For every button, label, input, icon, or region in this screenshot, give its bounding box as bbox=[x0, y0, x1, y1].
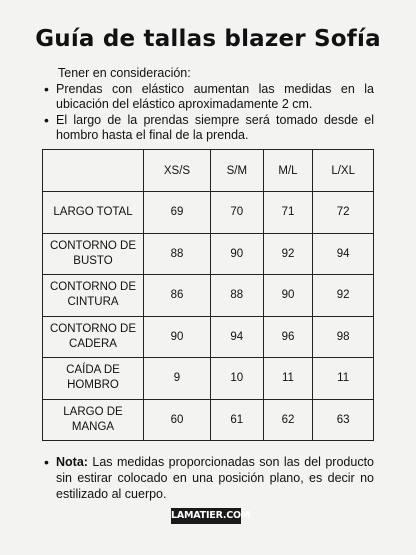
intro-list bbox=[44, 82, 374, 144]
table-cell: 62 bbox=[263, 399, 313, 441]
intro-bullet-length: • El largo de la prendas siempre será tomado desde el hombro hasta el final de la prenda. bbox=[44, 113, 374, 144]
row-label: LARGO TOTAL bbox=[43, 192, 144, 234]
header-empty-cell bbox=[43, 150, 144, 192]
table-cell: 11 bbox=[263, 358, 313, 400]
table-cell: 70 bbox=[210, 192, 263, 234]
intro-bullet-elastic: • Prendas con elástico aumentan las medidas en la ubicación del elástico aproximadamente 2 cm. bbox=[44, 82, 374, 113]
table-cell: 63 bbox=[313, 399, 374, 441]
header-size-xs-s: XS/S bbox=[144, 150, 211, 192]
table-cell: 61 bbox=[210, 399, 263, 441]
table-cell: 90 bbox=[210, 233, 263, 275]
note-label: Nota: bbox=[56, 455, 88, 469]
table-row bbox=[43, 192, 374, 234]
header-size-s-m: S/M bbox=[210, 150, 263, 192]
table-cell: 88 bbox=[144, 233, 211, 275]
table-row bbox=[43, 358, 374, 400]
header-size-l-xl: L/XL bbox=[313, 150, 374, 192]
intro-section bbox=[44, 66, 374, 144]
table-cell: 94 bbox=[210, 316, 263, 358]
page-title: Guía de tallas blazer Sofía bbox=[35, 26, 381, 52]
table-cell: 96 bbox=[263, 316, 313, 358]
row-label: LARGO DE MANGA bbox=[43, 399, 144, 441]
table-row bbox=[43, 233, 374, 275]
table-row bbox=[43, 275, 374, 317]
table-cell: 71 bbox=[263, 192, 313, 234]
table-row bbox=[43, 399, 374, 441]
table-cell: 88 bbox=[210, 275, 263, 317]
header-size-m-l: M/L bbox=[263, 150, 313, 192]
row-label: CONTORNO DE BUSTO bbox=[43, 233, 144, 275]
table-cell: 94 bbox=[313, 233, 374, 275]
size-table bbox=[42, 149, 374, 441]
row-label: CONTORNO DE CADERA bbox=[43, 316, 144, 358]
table-cell: 9 bbox=[144, 358, 211, 400]
table-cell: 60 bbox=[144, 399, 211, 441]
table-cell: 98 bbox=[313, 316, 374, 358]
table-cell: 69 bbox=[144, 192, 211, 234]
table-row bbox=[43, 316, 374, 358]
row-label: CAÍDA DE HOMBRO bbox=[43, 358, 144, 400]
table-cell: 90 bbox=[263, 275, 313, 317]
table-cell: 11 bbox=[313, 358, 374, 400]
table-cell: 86 bbox=[144, 275, 211, 317]
table-cell: 10 bbox=[210, 358, 263, 400]
intro-heading: Tener en consideración: bbox=[58, 66, 191, 80]
note-paragraph bbox=[44, 454, 374, 502]
table-cell: 90 bbox=[144, 316, 211, 358]
table-cell: 92 bbox=[263, 233, 313, 275]
size-table-header bbox=[43, 150, 374, 192]
row-label: CONTORNO DE CINTURA bbox=[43, 275, 144, 317]
brand-logo: LAMATIER.COM bbox=[171, 508, 241, 524]
table-cell: 72 bbox=[313, 192, 374, 234]
table-cell: 92 bbox=[313, 275, 374, 317]
note-text: Las medidas proporcionadas son las del producto sin estirar colocado en una posición plano, es decir no estilizado al cuerpo. bbox=[56, 455, 374, 501]
